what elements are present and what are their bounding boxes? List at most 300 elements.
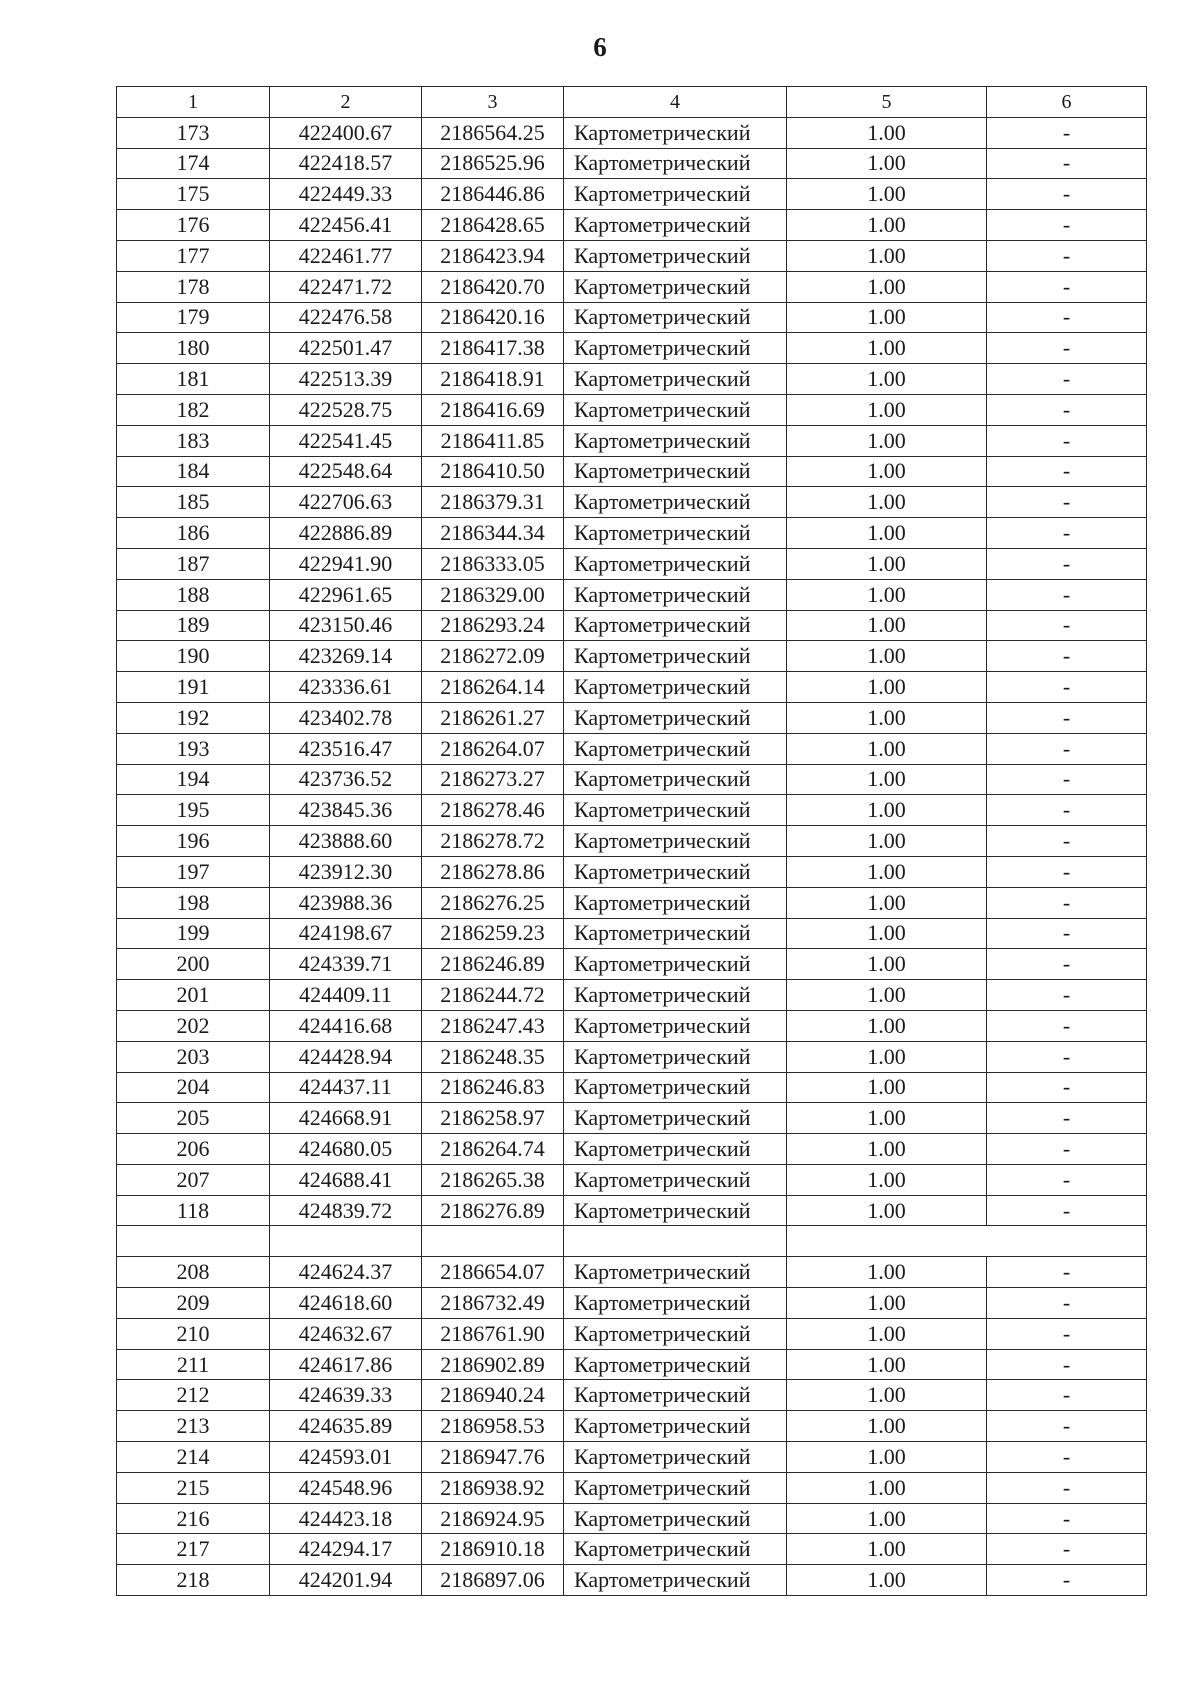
cell-point-number: 185 [117,487,270,518]
cell-coordinate-y [422,1226,564,1257]
cell-coordinate-x: 423269.14 [270,641,422,672]
table-row [117,1257,1147,1288]
cell-coordinate-x: 424624.37 [270,1257,422,1288]
cell-coordinate-x: 424198.67 [270,918,422,949]
cell-coordinate-y: 2186910.18 [422,1534,564,1565]
cell-point-number: 206 [117,1134,270,1165]
cell-note: - [987,1164,1147,1195]
cell-accuracy: 1.00 [787,240,987,271]
cell-accuracy: 1.00 [787,1164,987,1195]
cell-coordinate-x: 422400.67 [270,117,422,148]
cell-point-number: 194 [117,764,270,795]
cell-coordinate-y: 2186293.24 [422,610,564,641]
cell-point-number [117,1226,270,1257]
table-row [117,579,1147,610]
table-row [117,210,1147,241]
cell-note: - [987,1380,1147,1411]
cell-coordinate-y: 2186246.83 [422,1072,564,1103]
cell-coordinate-y: 2186654.07 [422,1257,564,1288]
cell-note: - [987,548,1147,579]
table-row [117,918,1147,949]
table-row [117,364,1147,395]
coordinates-table [116,86,1147,1596]
cell-coordinate-x: 424593.01 [270,1442,422,1473]
cell-point-number: 199 [117,918,270,949]
table-row [117,1411,1147,1442]
cell-point-number: 193 [117,733,270,764]
cell-point-number: 176 [117,210,270,241]
cell-point-number: 207 [117,1164,270,1195]
cell-method: Картометрический [564,826,787,857]
cell-accuracy: 1.00 [787,302,987,333]
table-row [117,795,1147,826]
cell-coordinate-y: 2186418.91 [422,364,564,395]
cell-point-number: 184 [117,456,270,487]
cell-accuracy: 1.00 [787,579,987,610]
table-row [117,394,1147,425]
cell-coordinate-y: 2186958.53 [422,1411,564,1442]
cell-point-number: 118 [117,1195,270,1226]
cell-coordinate-y: 2186259.23 [422,918,564,949]
cell-method: Картометрический [564,333,787,364]
cell-note: - [987,148,1147,179]
cell-point-number: 196 [117,826,270,857]
cell-coordinate-x: 422961.65 [270,579,422,610]
table-row [117,1164,1147,1195]
table-row [117,1565,1147,1596]
cell-method: Картометрический [564,856,787,887]
cell-accuracy: 1.00 [787,949,987,980]
cell-note: - [987,1257,1147,1288]
cell-note: - [987,456,1147,487]
cell-note: - [987,579,1147,610]
cell-coordinate-x: 422941.90 [270,548,422,579]
table-row [117,1349,1147,1380]
cell-coordinate-x: 424688.41 [270,1164,422,1195]
cell-accuracy: 1.00 [787,1041,987,1072]
cell-method: Картометрический [564,518,787,549]
cell-point-number: 182 [117,394,270,425]
table-row [117,1010,1147,1041]
cell-accuracy: 1.00 [787,1472,987,1503]
cell-method: Картометрический [564,240,787,271]
cell-accuracy: 1.00 [787,1103,987,1134]
cell-accuracy: 1.00 [787,487,987,518]
cell-note: - [987,117,1147,148]
cell-coordinate-x: 422528.75 [270,394,422,425]
cell-method: Картометрический [564,148,787,179]
cell-note: - [987,333,1147,364]
cell-method: Картометрический [564,1288,787,1319]
cell-point-number: 174 [117,148,270,179]
cell-coordinate-x: 422501.47 [270,333,422,364]
table-row [117,887,1147,918]
cell-point-number: 191 [117,672,270,703]
cell-coordinate-y: 2186248.35 [422,1041,564,1072]
cell-coordinate-x: 422886.89 [270,518,422,549]
cell-coordinate-y: 2186278.86 [422,856,564,887]
cell-coordinate-x: 422418.57 [270,148,422,179]
cell-coordinate-y: 2186272.09 [422,641,564,672]
cell-accuracy: 1.00 [787,887,987,918]
table-row [117,733,1147,764]
table-row [117,240,1147,271]
cell-point-number: 213 [117,1411,270,1442]
cell-note: - [987,672,1147,703]
cell-accuracy: 1.00 [787,518,987,549]
cell-coordinate-x: 422449.33 [270,179,422,210]
cell-point-number: 209 [117,1288,270,1319]
cell-note: - [987,271,1147,302]
cell-coordinate-y: 2186273.27 [422,764,564,795]
cell-note: - [987,795,1147,826]
cell-accuracy: 1.00 [787,610,987,641]
table-row [117,1195,1147,1226]
cell-note: - [987,949,1147,980]
table-row [117,333,1147,364]
table-row [117,1534,1147,1565]
cell-coordinate-x: 424416.68 [270,1010,422,1041]
cell-point-number: 211 [117,1349,270,1380]
cell-accuracy: 1.00 [787,364,987,395]
table-row [117,456,1147,487]
cell-method: Картометрический [564,1503,787,1534]
cell-accuracy: 1.00 [787,1318,987,1349]
cell-method: Картометрический [564,1195,787,1226]
cell-method: Картометрический [564,610,787,641]
table-row [117,1072,1147,1103]
cell-coordinate-y: 2186261.27 [422,702,564,733]
cell-note: - [987,887,1147,918]
cell-note: - [987,1288,1147,1319]
cell-point-number: 205 [117,1103,270,1134]
cell-note: - [987,518,1147,549]
cell-note [987,1226,1147,1257]
cell-method: Картометрический [564,764,787,795]
cell-coordinate-y: 2186732.49 [422,1288,564,1319]
cell-accuracy: 1.00 [787,1534,987,1565]
cell-coordinate-x: 422476.58 [270,302,422,333]
cell-accuracy: 1.00 [787,425,987,456]
cell-point-number: 198 [117,887,270,918]
cell-note: - [987,210,1147,241]
cell-coordinate-x: 423845.36 [270,795,422,826]
cell-coordinate-y: 2186247.43 [422,1010,564,1041]
cell-method: Картометрический [564,302,787,333]
cell-method: Картометрический [564,1134,787,1165]
table-row [117,179,1147,210]
cell-accuracy: 1.00 [787,1257,987,1288]
cell-coordinate-y: 2186940.24 [422,1380,564,1411]
cell-method: Картометрический [564,1072,787,1103]
cell-note: - [987,702,1147,733]
cell-point-number: 216 [117,1503,270,1534]
cell-accuracy: 1.00 [787,179,987,210]
cell-note: - [987,1195,1147,1226]
cell-method: Картометрический [564,1318,787,1349]
cell-accuracy: 1.00 [787,394,987,425]
cell-note: - [987,240,1147,271]
cell-coordinate-y: 2186278.46 [422,795,564,826]
cell-coordinate-y: 2186264.74 [422,1134,564,1165]
cell-note: - [987,980,1147,1011]
cell-coordinate-y: 2186329.00 [422,579,564,610]
header-cell: 6 [987,87,1147,118]
cell-point-number: 208 [117,1257,270,1288]
cell-coordinate-x: 422471.72 [270,271,422,302]
cell-method: Картометрический [564,210,787,241]
table-row [117,826,1147,857]
cell-coordinate-y: 2186411.85 [422,425,564,456]
cell-coordinate-x: 424548.96 [270,1472,422,1503]
cell-coordinate-y: 2186278.72 [422,826,564,857]
cell-coordinate-x: 423736.52 [270,764,422,795]
table-row [117,487,1147,518]
cell-accuracy: 1.00 [787,1072,987,1103]
table-row [117,1380,1147,1411]
cell-coordinate-x: 422541.45 [270,425,422,456]
cell-coordinate-x: 422548.64 [270,456,422,487]
cell-accuracy: 1.00 [787,672,987,703]
cell-coordinate-x: 424639.33 [270,1380,422,1411]
cell-coordinate-y: 2186333.05 [422,548,564,579]
cell-method: Картометрический [564,733,787,764]
cell-coordinate-x: 424635.89 [270,1411,422,1442]
cell-point-number: 217 [117,1534,270,1565]
cell-coordinate-y: 2186410.50 [422,456,564,487]
cell-note: - [987,918,1147,949]
cell-method: Картометрический [564,179,787,210]
cell-coordinate-x: 423150.46 [270,610,422,641]
cell-coordinate-x: 424618.60 [270,1288,422,1319]
cell-coordinate-x: 424201.94 [270,1565,422,1596]
cell-point-number: 178 [117,271,270,302]
cell-note: - [987,487,1147,518]
cell-method: Картометрический [564,579,787,610]
cell-accuracy: 1.00 [787,1442,987,1473]
cell-point-number: 187 [117,548,270,579]
cell-coordinate-x: 424409.11 [270,980,422,1011]
cell-method: Картометрический [564,456,787,487]
cell-coordinate-x: 424339.71 [270,949,422,980]
cell-note: - [987,733,1147,764]
cell-coordinate-y: 2186420.16 [422,302,564,333]
cell-accuracy: 1.00 [787,702,987,733]
table-row [117,949,1147,980]
cell-method: Картометрический [564,1010,787,1041]
cell-note: - [987,1472,1147,1503]
cell-method: Картометрический [564,641,787,672]
cell-accuracy: 1.00 [787,148,987,179]
cell-point-number: 202 [117,1010,270,1041]
cell-accuracy: 1.00 [787,1380,987,1411]
cell-coordinate-x: 423336.61 [270,672,422,703]
table-row [117,764,1147,795]
cell-coordinate-x: 424437.11 [270,1072,422,1103]
cell-coordinate-y: 2186246.89 [422,949,564,980]
cell-coordinate-y: 2186428.65 [422,210,564,241]
cell-method: Картометрический [564,548,787,579]
cell-method: Картометрический [564,1472,787,1503]
cell-point-number: 204 [117,1072,270,1103]
table-row [117,148,1147,179]
cell-coordinate-x: 424617.86 [270,1349,422,1380]
cell-coordinate-x [270,1226,422,1257]
cell-coordinate-y: 2186423.94 [422,240,564,271]
cell-method: Картометрический [564,1534,787,1565]
cell-accuracy: 1.00 [787,271,987,302]
cell-point-number: 181 [117,364,270,395]
cell-note: - [987,364,1147,395]
cell-method: Картометрический [564,918,787,949]
cell-coordinate-y: 2186276.25 [422,887,564,918]
cell-coordinate-y: 2186947.76 [422,1442,564,1473]
cell-method: Картометрический [564,980,787,1011]
cell-coordinate-y: 2186446.86 [422,179,564,210]
cell-accuracy: 1.00 [787,1503,987,1534]
cell-point-number: 201 [117,980,270,1011]
cell-method: Картометрический [564,1565,787,1596]
cell-method: Картометрический [564,271,787,302]
cell-point-number: 186 [117,518,270,549]
cell-coordinate-y: 2186379.31 [422,487,564,518]
cell-note: - [987,1442,1147,1473]
cell-note: - [987,1010,1147,1041]
cell-coordinate-x: 424294.17 [270,1534,422,1565]
cell-coordinate-y: 2186525.96 [422,148,564,179]
cell-accuracy: 1.00 [787,548,987,579]
cell-coordinate-x: 422456.41 [270,210,422,241]
cell-coordinate-x: 424428.94 [270,1041,422,1072]
cell-method: Картометрический [564,1411,787,1442]
cell-method: Картометрический [564,1380,787,1411]
cell-accuracy: 1.00 [787,1565,987,1596]
cell-coordinate-x: 424839.72 [270,1195,422,1226]
cell-accuracy [787,1226,987,1257]
cell-accuracy: 1.00 [787,980,987,1011]
header-cell: 1 [117,87,270,118]
cell-point-number: 197 [117,856,270,887]
cell-coordinate-y: 2186761.90 [422,1318,564,1349]
cell-note: - [987,1134,1147,1165]
table-row [117,980,1147,1011]
table-row [117,856,1147,887]
cell-method: Картометрический [564,1041,787,1072]
table-row [117,1134,1147,1165]
cell-coordinate-x: 422461.77 [270,240,422,271]
cell-coordinate-y: 2186264.07 [422,733,564,764]
cell-coordinate-y: 2186265.38 [422,1164,564,1195]
cell-method: Картометрический [564,1103,787,1134]
cell-coordinate-x: 424668.91 [270,1103,422,1134]
cell-coordinate-x: 423516.47 [270,733,422,764]
table-row [117,271,1147,302]
page-number: 6 [593,32,607,62]
cell-note: - [987,1534,1147,1565]
cell-point-number: 188 [117,579,270,610]
cell-accuracy: 1.00 [787,333,987,364]
cell-accuracy: 1.00 [787,1134,987,1165]
cell-note: - [987,1565,1147,1596]
cell-note: - [987,641,1147,672]
cell-point-number: 212 [117,1380,270,1411]
cell-note: - [987,1411,1147,1442]
cell-method: Картометрический [564,117,787,148]
cell-point-number: 203 [117,1041,270,1072]
cell-note: - [987,610,1147,641]
cell-coordinate-y: 2186344.34 [422,518,564,549]
cell-accuracy: 1.00 [787,918,987,949]
cell-coordinate-y: 2186244.72 [422,980,564,1011]
cell-accuracy: 1.00 [787,456,987,487]
cell-point-number: 192 [117,702,270,733]
cell-coordinate-y: 2186924.95 [422,1503,564,1534]
cell-accuracy: 1.00 [787,1349,987,1380]
table-header-row [117,87,1147,118]
header-cell: 5 [787,87,987,118]
cell-coordinate-x: 423402.78 [270,702,422,733]
cell-accuracy: 1.00 [787,764,987,795]
cell-point-number: 214 [117,1442,270,1473]
table-row [117,548,1147,579]
table-row [117,425,1147,456]
cell-accuracy: 1.00 [787,1010,987,1041]
cell-point-number: 195 [117,795,270,826]
cell-method: Картометрический [564,887,787,918]
cell-method: Картометрический [564,702,787,733]
cell-method: Картометрический [564,1442,787,1473]
cell-point-number: 183 [117,425,270,456]
cell-coordinate-y: 2186420.70 [422,271,564,302]
table-row [117,518,1147,549]
cell-method: Картометрический [564,672,787,703]
cell-point-number: 210 [117,1318,270,1349]
cell-note: - [987,1318,1147,1349]
cell-coordinate-x: 424423.18 [270,1503,422,1534]
cell-note: - [987,1041,1147,1072]
cell-method: Картометрический [564,795,787,826]
cell-accuracy: 1.00 [787,795,987,826]
cell-note: - [987,1072,1147,1103]
table-row [117,1472,1147,1503]
cell-method: Картометрический [564,1349,787,1380]
cell-accuracy: 1.00 [787,856,987,887]
cell-accuracy: 1.00 [787,826,987,857]
cell-point-number: 180 [117,333,270,364]
cell-coordinate-y: 2186897.06 [422,1565,564,1596]
cell-point-number: 177 [117,240,270,271]
cell-accuracy: 1.00 [787,117,987,148]
header-cell: 2 [270,87,422,118]
cell-accuracy: 1.00 [787,641,987,672]
cell-point-number: 189 [117,610,270,641]
cell-coordinate-y: 2186276.89 [422,1195,564,1226]
cell-note: - [987,179,1147,210]
cell-coordinate-y: 2186417.38 [422,333,564,364]
table-row [117,1318,1147,1349]
cell-accuracy: 1.00 [787,210,987,241]
cell-coordinate-y: 2186902.89 [422,1349,564,1380]
cell-accuracy: 1.00 [787,1195,987,1226]
table-row [117,1041,1147,1072]
cell-coordinate-x: 423988.36 [270,887,422,918]
cell-method: Картометрический [564,487,787,518]
table-row [117,1103,1147,1134]
cell-coordinate-y: 2186416.69 [422,394,564,425]
table-row [117,610,1147,641]
coordinates-table-body [117,87,1147,1596]
cell-coordinate-x: 423888.60 [270,826,422,857]
